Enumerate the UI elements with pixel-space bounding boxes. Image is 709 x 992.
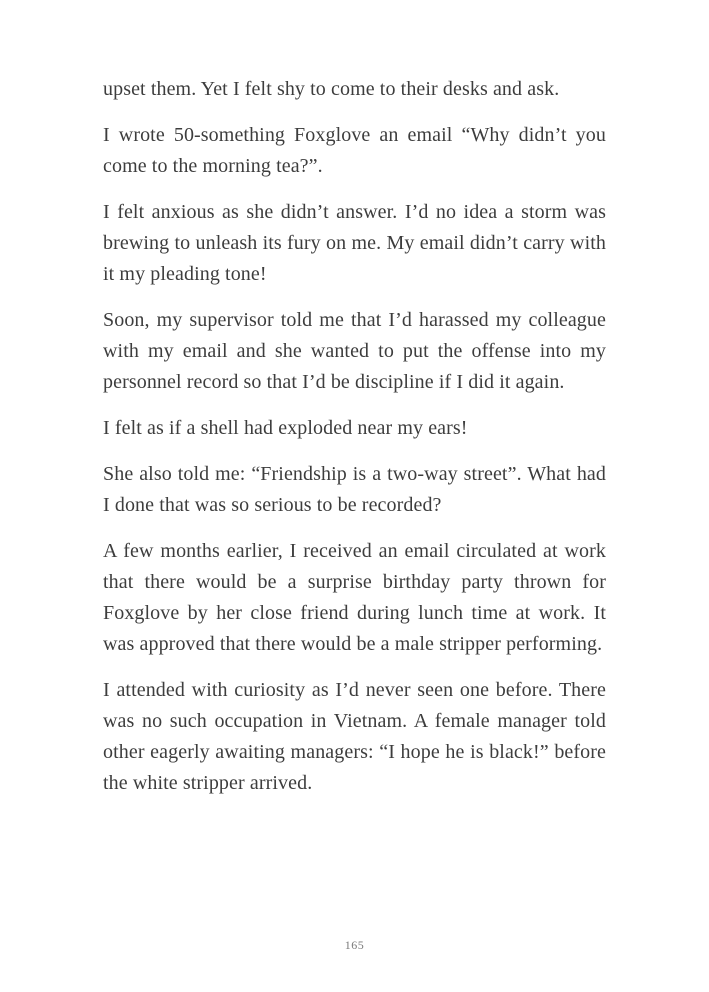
paragraph: I attended with curiosity as I’d never seen one before. There was no such occupation in Vietnam. A female manager told other eagerly awaiting managers: “I hope he is black!” before the white stripper arrived. bbox=[103, 679, 606, 794]
page-body-text bbox=[103, 74, 606, 814]
paragraph: She also told me: “Friendship is a two-way street”. What had I done that was so serious to be recorded? bbox=[103, 463, 606, 516]
paragraph: I felt anxious as she didn’t answer. I’d no idea a storm was brewing to unleash its fury on me. My email didn’t carry with it my pleading tone! bbox=[103, 201, 606, 285]
page-footer bbox=[103, 936, 606, 954]
paragraph: Soon, my supervisor told me that I’d harassed my colleague with my email and she wanted to put the offense into my personnel record so that I’d be discipline if I did it again. bbox=[103, 309, 606, 393]
paragraph: upset them. Yet I felt shy to come to their desks and ask. bbox=[103, 78, 560, 100]
paragraph: I wrote 50-something Foxglove an email “Why didn’t you come to the morning tea?”. bbox=[103, 124, 606, 177]
page-number: 165 bbox=[344, 938, 365, 952]
paragraph: A few months earlier, I received an email circulated at work that there would be a surprise birthday party thrown for Foxglove by her close friend during lunch time at work. It was approved that there would be a male stripper performing. bbox=[103, 540, 606, 655]
paragraph: I felt as if a shell had exploded near my ears! bbox=[103, 417, 468, 439]
